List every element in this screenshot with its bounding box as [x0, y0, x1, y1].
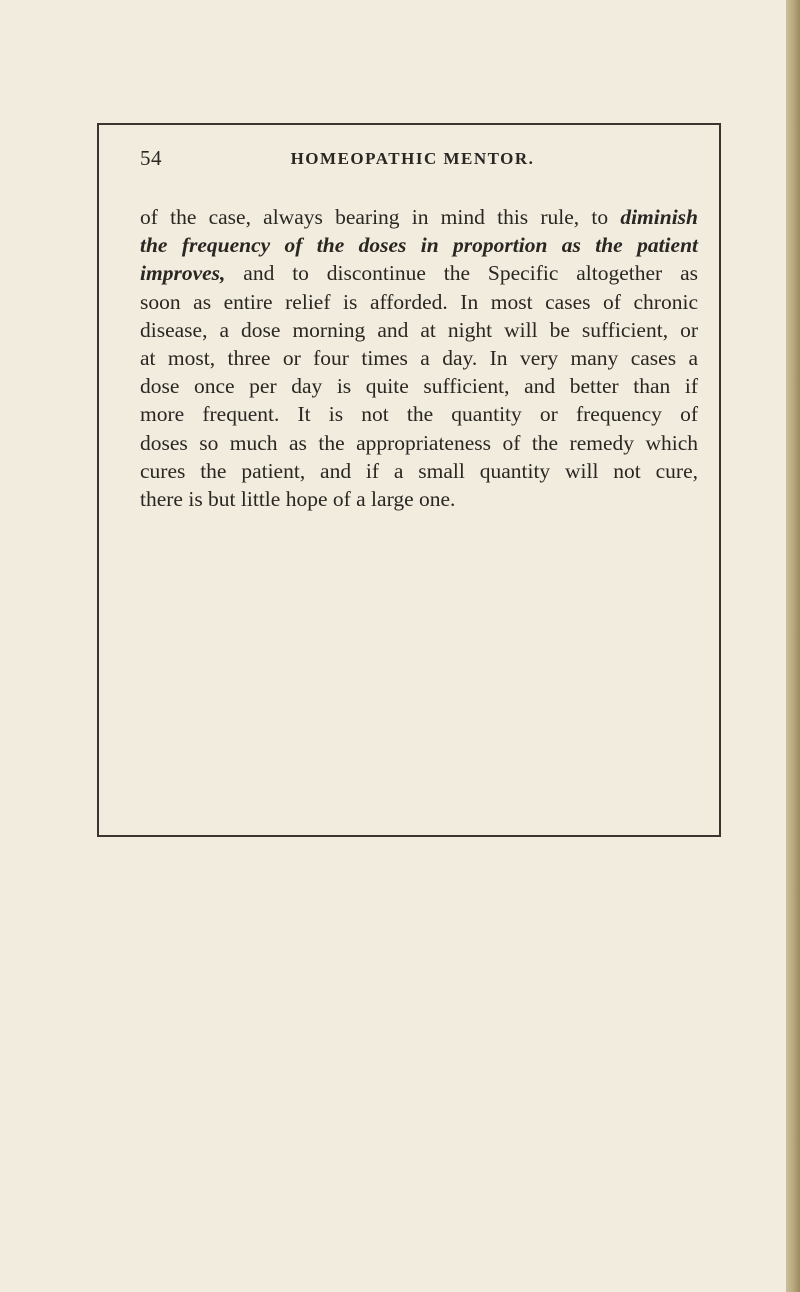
running-header: [140, 146, 685, 176]
running-title: HOMEOPATHIC MENTOR.: [290, 149, 535, 168]
body-paragraph: [140, 203, 698, 513]
emphasis: diminish: [620, 205, 698, 229]
text-line: at most, three or four times a day. In very many cases a: [140, 346, 698, 371]
text-line: disease, a dose morning and at night will be sufficient, or: [140, 317, 698, 342]
text-line: [140, 231, 698, 259]
text-line: more frequent. It is not the quantity or frequency of: [140, 402, 698, 427]
text-line: dose once per day is quite sufficient, and better than if: [140, 374, 698, 399]
text-line: there is but little hope of a large one.: [140, 487, 456, 512]
page-edge: [786, 0, 800, 1292]
text-line: improves, and to discontinue the Specific altogether as: [140, 261, 698, 286]
text-line: cures the patient, and if a small quantity will not cure,: [140, 458, 698, 483]
emphasis: improves,: [140, 261, 226, 286]
page-number: 54: [140, 146, 162, 170]
emphasis: the frequency of the doses in proportion as the patient: [140, 233, 698, 258]
text-line: of the case, always bearing in mind this rule, to diminish: [140, 205, 698, 229]
text-line: soon as entire relief is afforded. In most cases of chronic: [140, 289, 698, 314]
text-line: doses so much as the appropriateness of the remedy which: [140, 430, 698, 455]
